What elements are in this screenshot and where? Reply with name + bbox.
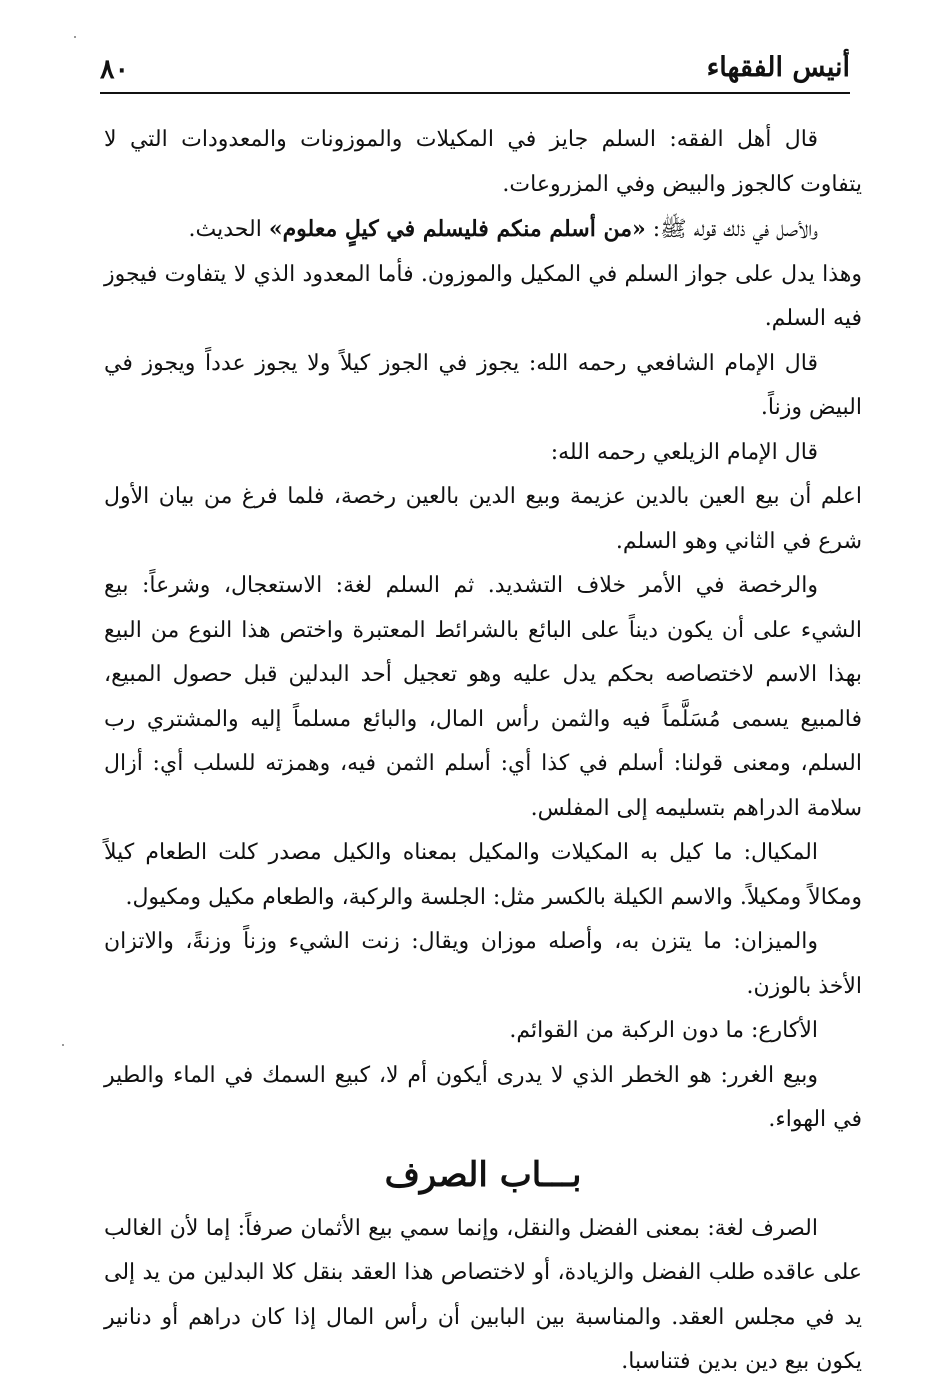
hadith-intro: والأصل في ذلك قوله ﷺ: (645, 217, 818, 242)
paragraph-sarf-definition: الصرف لغة: بمعنى الفضل والنقل، وإنما سمي بيع الأثمان صرفاً: إما لأن الغالب على عاقده طلب الفضل والزيادة، أو لاختصاص هذا العقد بنقل كلا البدلين من يد إلى يد في مجلس العقد. والمناسبة بين البابين أن رأس المال إذا كان دراهم أو دنانير يكون بيع دين بدين فتناسبا. (104, 1215, 862, 1374)
header-rule (100, 92, 850, 94)
paragraph-salam-jurists: قال أهل الفقه: السلم جايز في المكيلات والموزونات والمعدودات التي لا يتفاوت كالجوز والبيض وفي المزروعات. (104, 127, 862, 197)
paragraph-gharar: وبيع الغرر: هو الخطر الذي لا يدرى أيكون أم لا، كبيع السمك في الماء والطير في الهواء. (104, 1062, 862, 1132)
paragraph-mikyal: المكيال: ما كيل به المكيلات والمكيل بمعناه والكيل مصدر كلت الطعام كيلاً ومكالاً ومكيلاً. والاسم الكيلة بالكسر مثل: الجلسة والركبة، والطعام مكيل ومكيول. (104, 840, 862, 910)
running-title: أنيس الفقهاء (706, 52, 850, 83)
paragraph-zaylai-heading: قال الإمام الزيلعي رحمه الله: (550, 439, 818, 465)
hadith-suffix: الحديث. (188, 217, 269, 242)
page-number: ٨٠ (100, 54, 130, 85)
paragraph-rukhsa-definition: والرخصة في الأمر خلاف التشديد. ثم السلم لغة: الاستعجال، وشرعاً: بيع الشيء على أن يكون ديناً على البائع بالشرائط المعتبرة واختص هذا النوع من البيع بهذا الاسم لاختصاصه بحكم يدل عليه وهو تعجيل أحد البدلين قبل حصول المبيع، فالمبيع يسمى مُسَلَّماً فيه والثمن رأس المال، والبائع مسلماً إليه والمشتري رب السلم، ومعنى قولنا: أسلم في كذا أي: أسلم الثمن فيه، وهمزته للسلب أي: أزال سلامة الدراهم بتسليمه إلى المفلس. (104, 573, 862, 821)
paragraph-hadith-basis (104, 207, 862, 253)
hadith-text: «من أسلم منكم فليسلم في كيلٍ معلوم» (268, 216, 646, 242)
page-body (104, 118, 862, 1385)
scan-speck (62, 1044, 64, 1046)
paragraph-mizan: والميزان: ما يتزن به، وأصله موزان ويقال: زنت الشيء وزناً وزنةً، والاتزان الأخذ بالوزن. (104, 929, 862, 999)
paragraph-ayn-dayn: اعلم أن بيع العين بالدين عزيمة وبيع الدين بالعين رخصة، فلما فرغ من بيان الأول شرع في الثاني وهو السلم. (104, 484, 862, 554)
paragraph-measured-counted: وهذا يدل على جواز السلم في المكيل والموزون. فأما المعدود الذي لا يتفاوت فيجوز فيه السلم. (104, 261, 862, 331)
page-header (100, 48, 850, 94)
scan-speck (74, 36, 76, 38)
section-heading-sarf: بـــاب الصرف (384, 1154, 582, 1195)
paragraph-akari: الأكارع: ما دون الركبة من القوائم. (509, 1018, 818, 1043)
paragraph-shafii: قال الإمام الشافعي رحمه الله: يجوز في الجوز كيلاً ولا يجوز عدداً ويجوز في البيض وزناً. (104, 350, 862, 420)
